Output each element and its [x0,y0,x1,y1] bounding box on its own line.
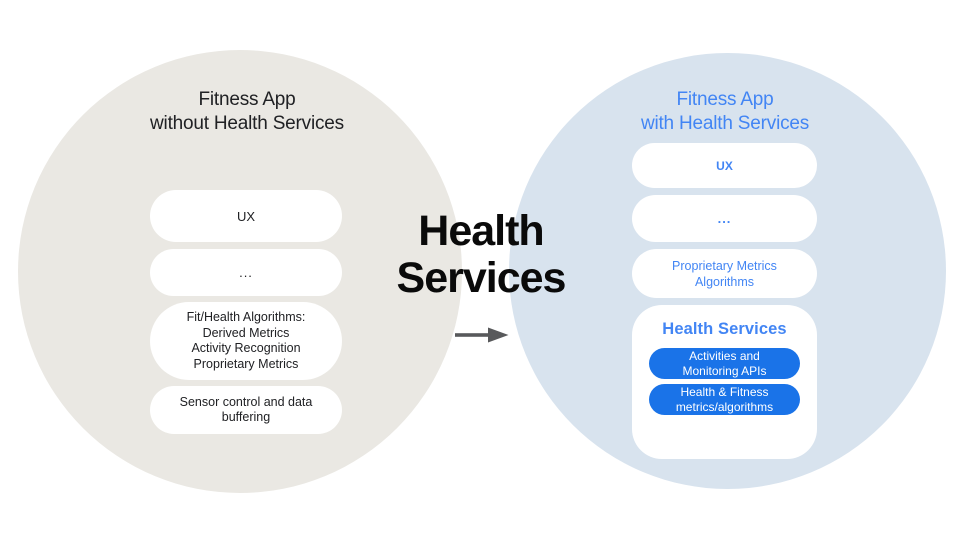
left-pill-ux-label: UX [236,208,256,224]
center-title-line1: Health [418,207,544,255]
left-pill-fit-health-algorithms [150,302,342,380]
metrics-line1: Health & Fitness [680,384,769,399]
fit-health-line2: Derived Metrics [202,325,290,340]
activities-monitoring-apis-pill [649,348,800,379]
left-circle-title-line2: without Health Services [150,113,344,134]
activities-line1: Activities and [689,348,760,363]
right-pill-ux-label: UX [716,158,733,173]
right-circle-title-line1: Fitness App [676,89,774,110]
right-pill-stack [632,143,817,459]
fit-health-line1: Fit/Health Algorithms: [186,310,306,324]
health-services-card-title: Health Services [662,320,787,338]
activities-line2: Monitoring APIs [682,363,767,378]
fit-health-line3: Activity Recognition [191,341,301,355]
proprietary-line2: Algorithms [694,274,755,289]
proprietary-line1: Proprietary Metrics [672,258,777,273]
right-pill-ellipsis [632,195,817,242]
left-pill-sensor-control [150,386,342,434]
left-pill-ux [150,190,342,242]
right-pill-ellipsis-label: ... [717,211,732,226]
left-circle-title-line1: Fitness App [198,89,296,110]
left-pill-stack [150,190,342,434]
left-pill-ellipsis [150,249,342,296]
health-services-card [632,305,817,459]
center-title-health-services [340,208,622,302]
right-circle-title-line2: with Health Services [640,113,810,134]
sensor-line2: buffering [221,410,271,424]
fit-health-line4: Proprietary Metrics [193,356,299,371]
health-fitness-metrics-pill [649,384,800,415]
left-circle-title [97,88,397,136]
left-pill-ellipsis-label: ... [239,265,253,280]
right-pill-proprietary-metrics [632,249,817,298]
metrics-line2: metrics/algorithms [675,399,774,414]
right-circle-title [575,88,875,136]
sensor-line1: Sensor control and data [179,394,313,409]
center-title-line2: Services [396,254,566,302]
right-pill-ux [632,143,817,188]
right-arrow-icon [455,327,509,343]
